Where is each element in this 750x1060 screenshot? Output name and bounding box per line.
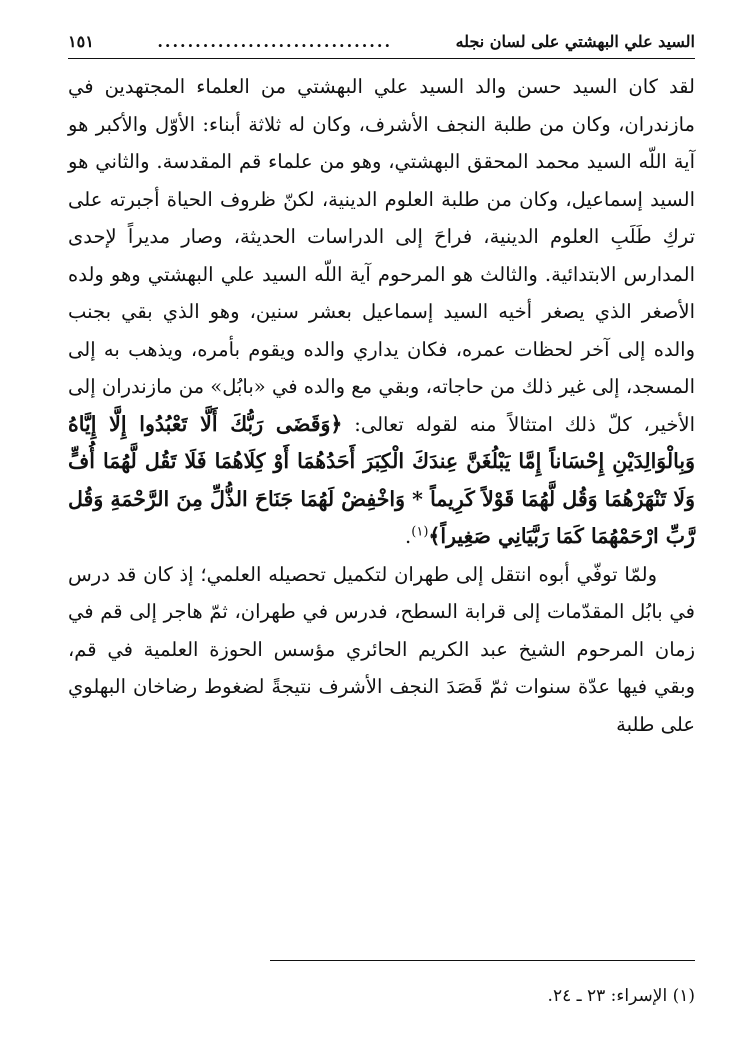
paragraph-1-end: . (405, 525, 412, 548)
paragraph-2 (68, 556, 695, 744)
header-title: السيد علي البهشتي على لسان نجله (455, 32, 695, 51)
page-body (68, 68, 695, 743)
paragraph-1 (68, 68, 695, 556)
paragraph-2-text: ولمّا توفّي أبوه انتقل إلى طهران لتكميل تحصيله العلمي؛ إذ كان قد درس في بابُل المقدّمات إلى قرابة السطح، فدرس في طهران، ثمّ هاجر إلى قم في زمان المرحوم الشيخ عبد الكريم الحائري مؤسس الحوزة العلمية في قم، وبقي فيها عدّة سنوات ثمّ قَصَدَ النجف الأشرف نتيجةً لضغوط رضاخان البهلوي على طلبة (68, 562, 695, 736)
footnote-text: (١) الإسراء: ٢٣ ـ ٢٤. (547, 986, 695, 1006)
running-header (68, 32, 695, 59)
quran-verse: ﴿وَقَضَى رَبُّكَ أَلَّا تَعْبُدُوا إِلَّا إِيَّاهُ وَبِالْوَالِدَيْنِ إِحْسَاناً إِمَّا يَبْلُغَنَّ عِندَكَ الْكِبَرَ أَحَدُهُمَا أَوْ كِلَاهُمَا فَلَا تَقُل لَّهُمَا أُفٍّ وَلَا تَنْهَرْهُمَا وَقُل لَّهُمَا قَوْلاً كَرِيماً * وَاخْفِضْ لَهُمَا جَنَاحَ الذُّلِّ مِنَ الرَّحْمَةِ وَقُل رَّبِّ ارْحَمْهُمَا كَمَا رَبَّيَانِي صَغِيراً﴾ (68, 411, 695, 548)
footnote (68, 983, 695, 1009)
footnote-reference: (١) (411, 524, 429, 540)
paragraph-1-text: لقد كان السيد حسن والد السيد علي البهشتي من العلماء المجتهدين في مازندران، وكان من طلبة النجف الأشرف، وكان له ثلاثة أبناء: الأوّل والأكبر هو آية اللّه السيد محمد المحقق البهشتي، وهو من علماء قم المقدسة. والثاني هو السيد إسماعيل، وكان من طلبة العلوم الدينية، لكنّ ظروف الحياة أجبرته على تركِ طَلَبِ العلوم الدينية، فراحَ إلى الدراسات الحديثة، وصار مديراً لإحدى المدارس الابتدائية. والثالث هو المرحوم آية اللّه السيد علي البهشتي وهو ولده الأصغر الذي يصغر أخيه السيد إسماعيل بعشر سنين، وهو الذي بقي بجنب والده إلى آخر لحظات عمره، فكان يداري والده ويقوم بأمره، ويذهب به إلى المسجد، إلى غير ذلك من حاجاته، وبقي مع والده في «بابُل» من مازندران إلى الأخير، كلّ ذلك امتثالاً منه لقوله تعالى: (68, 75, 695, 436)
footnote-separator (270, 960, 695, 961)
header-leader-dots: ............................... (157, 32, 393, 51)
page-number: ١٥١ (68, 32, 94, 51)
